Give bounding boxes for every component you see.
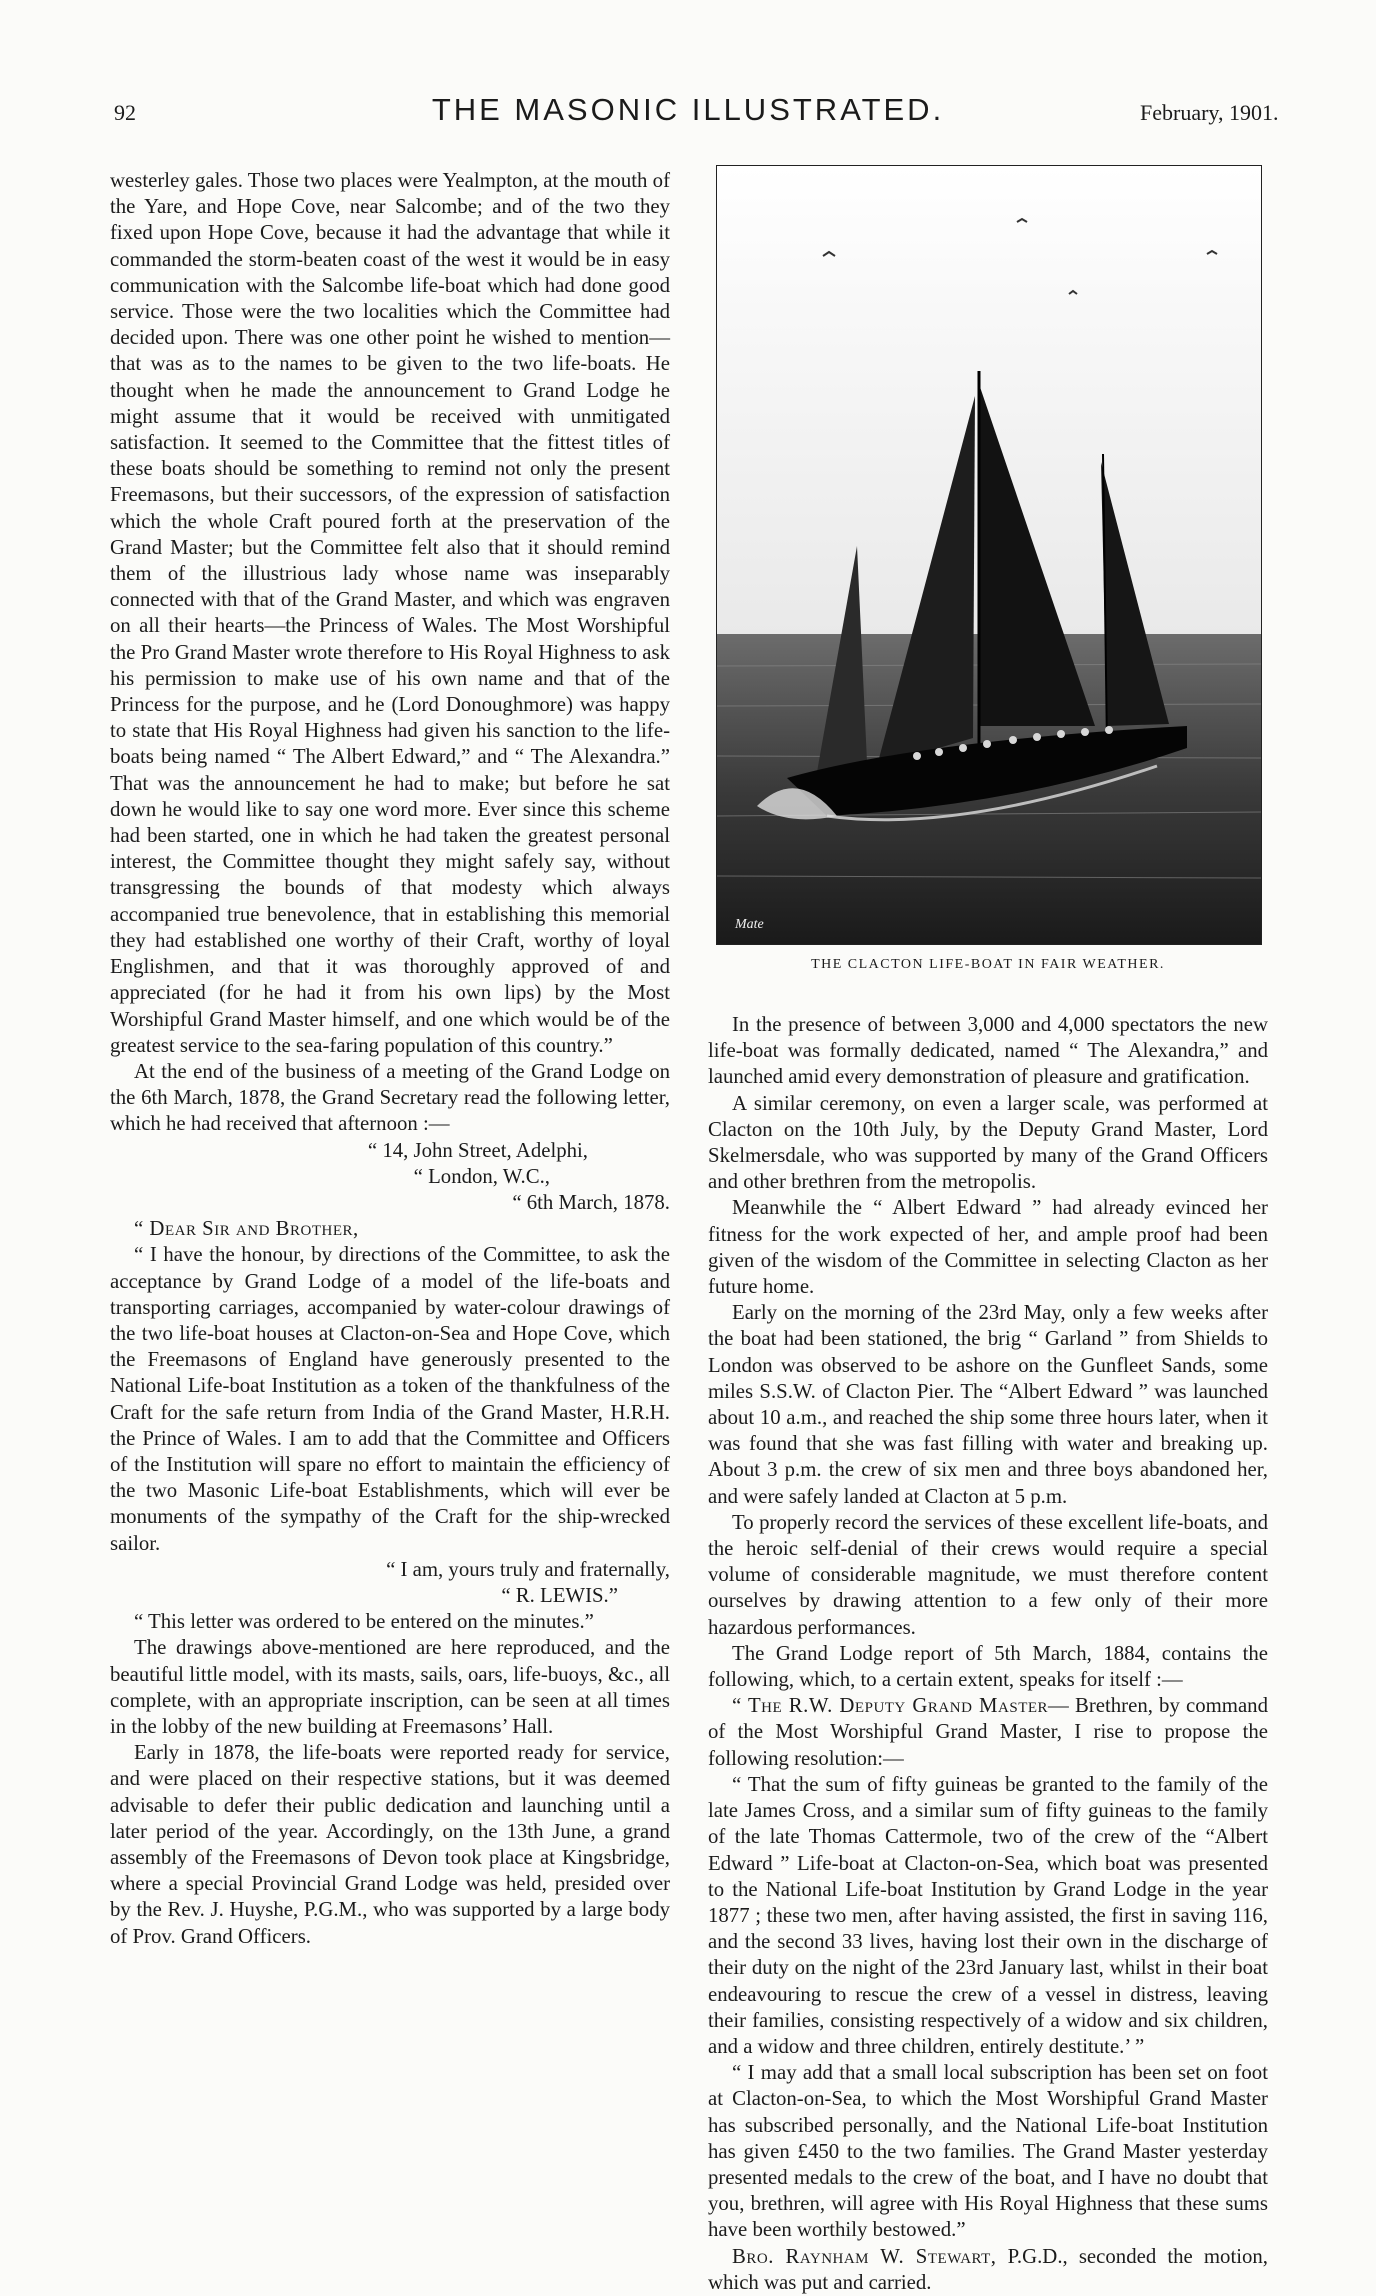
issue-date: February, 1901. xyxy=(1140,100,1279,125)
illustration xyxy=(716,165,1260,972)
paragraph: A similar ceremony, on even a larger scale, was performed at Clacton on the 10th July, by the Deputy Grand Master, Lord Skelmersdale, who was supported by many of the Grand Officers and other brethren from the metropolis. xyxy=(708,1091,1268,1194)
paragraph: Early on the morning of the 23rd May, only a few weeks after the boat had been stationed, the brig “ Garland ” from Shields to London was observed to be ashore on the Gunfleet Sands, some miles S.S.W. of Clacton Pier. The “Albert Edward ” was launched about 10 a.m., and reached the ship some three hours later, when it was found that she was fast filling with water and breaking up. About 3 p.m. the crew of six men and three boys abandoned her, and were safely landed at Clacton at 5 p.m. xyxy=(708,1301,1268,1508)
paragraph: The Grand Lodge report of 5th March, 1884, contains the following, which, to a certain extent, speaks for itself :— xyxy=(708,1641,1268,1692)
paragraph xyxy=(708,2244,1268,2296)
right-column xyxy=(708,1012,1268,2296)
paragraph: To properly record the services of these excellent life-boats, and the heroic self-denial of their crews would require a special volume of considerable magnitude, we must therefore content ourselves by drawing attention to a few only of their more hazardous performances. xyxy=(708,1510,1268,1639)
paragraph: “ I may add that a small local subscription has been set on foot at Clacton-on-Sea, to which the Most Worshipful Grand Master has subscribed personally, and the National Life-boat Institution has given £450 to the two families. The Grand Master yesterday presented medals to the crew of the boat, and I have no doubt that you, brethren, will agree with His Royal Highness that these sums have been worthily bestowed.” xyxy=(708,2061,1268,2242)
letter-signature: “ R. LEWIS.” xyxy=(501,1583,618,1607)
sailboat-image xyxy=(717,166,1261,944)
letter-address-line: “ 14, John Street, Adelphi, xyxy=(367,1138,588,1162)
left-column xyxy=(110,168,670,1950)
paragraph: “ This letter was ordered to be entered on the minutes.” xyxy=(134,1610,594,1634)
speech-text: — Brethren, by command of the Most Worshipful Grand Master, I rise to propose the following resolution:— xyxy=(708,1694,1268,1770)
paragraph: The drawings above-mentioned are here reproduced, and the beautiful little model, with its masts, sails, oars, life-buoys, &c., all complete, with an appropriate inscription, can be seen at all times in the lobby of the new building at Freemasons’ Hall. xyxy=(110,1636,670,1738)
speaker-name: “ The R.W. Deputy Grand Master xyxy=(732,1694,1049,1718)
paragraph: Meanwhile the “ Albert Edward ” had already evinced her fitness for the work expected of her, and ample proof had been given of the wisdom of the Committee in selecting Clacton as her future home. xyxy=(708,1196,1268,1299)
masthead-title: THE MASONIC ILLUSTRATED. xyxy=(431,92,945,127)
letter-date-line: “ 6th March, 1878. xyxy=(512,1190,670,1214)
paragraph: Early in 1878, the life-boats were reported ready for service, and were placed on their respective stations, but it was deemed advisable to defer their public dedication and launching until a later period of the year. Accordingly, on the 13th June, a grand assembly of the Freemasons of Devon took place at Kingsbridge, where a special Provincial Grand Lodge was held, presided over by the Rev. J. Huyshe, P.G.M., who was supported by a large body of Prov. Grand Officers. xyxy=(110,1741,670,1948)
engraver-signature: Mate xyxy=(735,917,764,932)
lifeboat-engraving xyxy=(716,165,1262,945)
paragraph: westerley gales. Those two places were Yealmpton, at the mouth of the Yare, and Hope Cove, near Salcombe; and of the two they fixed upon Hope Cove, because it had the advantage that while it commanded the storm-beaten coast of the west it would be in easy communication with the Salcombe life-boat which had done good service. Those were the two localities which the Committee had decided upon. There was one other point he wished to mention—that was as to the names to be given to the two life-boats. He thought when he made the announcement to Grand Lodge he might assume that it would be received with unmitigated satisfaction. It seemed to the Committee that the fittest titles of these boats should be something to remind not only the present Freemasons, but their successors, of the expression of satisfaction which the whole Craft poured forth at the preservation of the Grand Master; but the Committee felt also that it should remind them of the illustrious lady whose name was inseparably connected with that of the Grand Master, and which was engraven on all their hearts—the Princess of Wales. The Most Worshipful the Pro Grand Master wrote therefore to His Royal Highness to ask his permission to make use of his own name and that of the Princess for the purpose, and he (Lord Donoughmore) was happy to state that His Royal Highness had given his sanction to the life-boats being named “ The Albert Edward,” and “ The Alexandra.” That was the announcement he had to make; but before he sat down he would like to say one word more. Ever since this scheme had been started, one in which he had taken the greatest personal interest, the Committee thought they might safely say, without transgressing the bounds of that modesty which always accompanied true benevolence, that in establishing this memorial they had established one worthy of their Craft, worthy of loyal Englishmen, and that it was thoroughly approved of and appreciated (for he had it from his own lips) by the Most Worshipful Grand Master himself, and one which would be of the greatest service to the sea-faring population of this country.” xyxy=(110,169,670,1057)
speaker-name: Bro. Raynham W. Stewart, xyxy=(732,2244,997,2268)
letter-salutation: “ Dear Sir and Brother, xyxy=(134,1217,359,1241)
letter-signoff: “ I am, yours truly and fraternally, xyxy=(386,1557,670,1581)
page-number: 92 xyxy=(114,100,136,125)
letter-address-line: “ London, W.C., xyxy=(413,1164,550,1188)
paragraph xyxy=(708,1693,1268,1772)
page-header xyxy=(0,0,1376,140)
paragraph: At the end of the business of a meeting of the Grand Lodge on the 6th March, 1878, the Grand Secretary read the following letter, which he had received that afternoon :— xyxy=(110,1059,670,1136)
speech-text: P.G.D., seconded the motion, which was put and carried. xyxy=(708,2244,1268,2294)
illustration-caption: THE CLACTON LIFE-BOAT IN FAIR WEATHER. xyxy=(811,957,1165,972)
paragraph: “ That the sum of fifty guineas be granted to the family of the late James Cross, and a similar sum of fifty guineas to the family of the late Thomas Cattermole, two of the crew of the “Albert Edward ” Life-boat at Clacton-on-Sea, which boat was presented to the National Life-boat Institution by Grand Lodge in the year 1877 ; these two men, after having assisted, the first in saving 116, and the second 33 lives, having lost their own in the discharge of their duty on the night of the 23rd January last, whilst in their boat endeavouring to rescue the crew of a vessel in distress, leaving their families, consisting respectively of a widow and six children, and a widow and three children, entirely destitute.’ ” xyxy=(708,1772,1268,2058)
paragraph: In the presence of between 3,000 and 4,000 spectators the new life-boat was formally dedicated, named “ The Alexandra,” and launched amid every demonstration of pleasure and gratification. xyxy=(708,1013,1268,1089)
letter-body: “ I have the honour, by directions of the Committee, to ask the acceptance by Grand Lodge of a model of the life-boats and transporting carriages, accompanied by water-colour drawings of the two life-boat houses at Clacton-on-Sea and Hope Cove, which the Freemasons of England have generously presented to the National Life-boat Institution as a token of the thankfulness of the Craft for the safe return from India of the Grand Master, H.R.H. the Prince of Wales. I am to add that the Committee and Officers of the Institution will spare no effort to maintain the efficiency of the two Masonic Life-boat Establishments, which will ever be monuments of the sympathy of the Craft for the ship-wrecked sailor. xyxy=(110,1243,670,1555)
